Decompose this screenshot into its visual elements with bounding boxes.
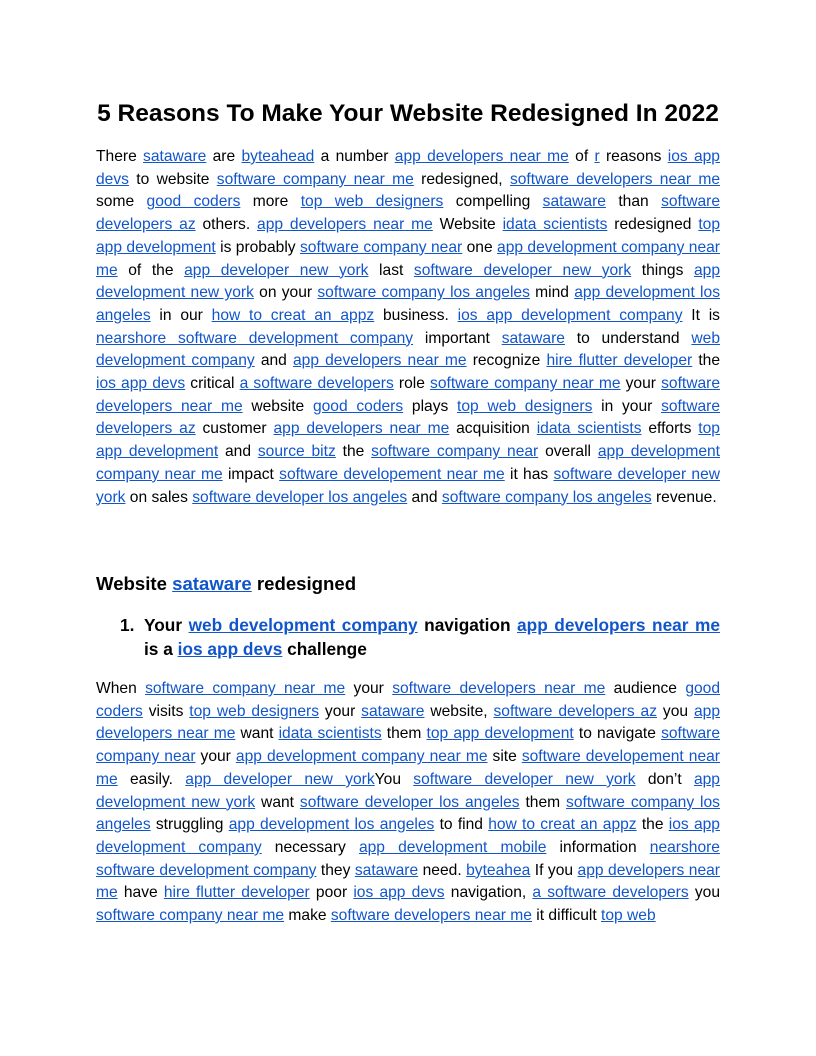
text-run: visits — [142, 702, 190, 720]
inline-link[interactable]: software company near me — [145, 680, 346, 697]
intro-paragraph — [96, 146, 720, 509]
inline-link[interactable]: app developers near me — [292, 352, 467, 370]
text-run: the — [636, 816, 669, 834]
inline-link[interactable]: software developers az — [493, 702, 657, 720]
inline-link[interactable]: ios app development company — [96, 816, 720, 856]
inline-link[interactable]: good coders — [146, 193, 241, 211]
text-run: When — [96, 680, 146, 697]
text-run: them — [519, 793, 567, 811]
inline-link[interactable]: source bitz — [257, 443, 336, 461]
text-run: poor — [309, 884, 354, 902]
text-run: critical — [185, 375, 240, 393]
text-run: your — [620, 375, 662, 393]
inline-link[interactable]: top app development — [96, 420, 720, 461]
inline-link[interactable]: byteahea — [466, 861, 531, 879]
inline-link[interactable]: software developer new york — [413, 770, 636, 788]
page-title: 5 Reasons To Make Your Website Redesigned In 2022 — [97, 100, 719, 127]
text-run: If you — [530, 861, 578, 879]
text-run: redesigned — [607, 216, 699, 234]
text-run: you — [657, 702, 694, 720]
inline-link[interactable]: software company near me — [216, 170, 414, 188]
inline-link[interactable]: a software developers — [239, 375, 394, 393]
text-run: role — [393, 375, 431, 393]
inline-link[interactable]: top web — [601, 907, 656, 925]
inline-link[interactable]: ios app devs — [96, 148, 720, 188]
text-run: customer — [195, 420, 274, 438]
text-run: to find — [434, 816, 489, 834]
list-marker: 1. — [120, 615, 135, 635]
inline-link[interactable]: sataware — [354, 861, 419, 879]
inline-link[interactable]: app developers near me — [394, 148, 569, 165]
inline-link[interactable]: app development los angeles — [228, 816, 435, 834]
text-run: audience — [605, 680, 686, 697]
inline-link[interactable]: software developement near me — [279, 465, 505, 483]
text-run: important — [413, 329, 502, 347]
text-run: acquisition — [449, 420, 537, 438]
list-item-text — [120, 614, 720, 661]
inline-link[interactable]: sataware — [361, 702, 425, 720]
text-run: site — [487, 748, 522, 766]
text-run: business. — [374, 306, 458, 324]
text-run: and — [407, 488, 442, 506]
inline-link[interactable]: web development company — [188, 615, 418, 635]
text-run: the — [335, 443, 372, 461]
inline-link[interactable]: idata scientists — [278, 725, 382, 743]
inline-link[interactable]: sataware — [542, 193, 606, 211]
text-run: more — [240, 193, 301, 211]
inline-link[interactable]: ios app devs — [177, 638, 283, 659]
text-run: don’t — [635, 770, 694, 788]
inline-link[interactable]: app development company near me — [235, 748, 488, 766]
inline-link[interactable]: software developer new york — [413, 261, 632, 279]
text-run: of — [568, 148, 595, 165]
text-run: have — [117, 884, 164, 902]
text-run: in your — [592, 397, 662, 415]
text-run: some — [96, 193, 147, 211]
inline-link[interactable]: software company near me — [96, 907, 285, 925]
text-run: want — [235, 725, 279, 743]
inline-link[interactable]: how to creat an appz — [488, 816, 637, 834]
text-run: things — [631, 261, 694, 279]
inline-link[interactable]: software developer new york — [96, 465, 721, 506]
text-run: them — [381, 725, 427, 743]
inline-link[interactable]: software company los angeles — [441, 488, 652, 506]
text-run: plays — [403, 397, 458, 415]
inline-link[interactable]: app developer new york — [185, 770, 375, 788]
text-run: your — [345, 680, 393, 697]
inline-link[interactable]: good coders — [96, 680, 721, 720]
text-run: are — [206, 148, 242, 165]
text-run: your — [195, 748, 236, 766]
text-run: website, — [424, 702, 494, 720]
text-run: you — [688, 884, 720, 902]
text-run: is a — [144, 638, 178, 659]
inline-link[interactable]: software company near — [299, 238, 463, 256]
text-run: revenue. — [651, 488, 717, 506]
inline-link[interactable]: hire flutter developer — [163, 884, 310, 902]
inline-link[interactable]: top web designers — [300, 193, 444, 211]
text-run: There — [96, 148, 144, 165]
inline-link[interactable]: app development company near me — [96, 443, 721, 483]
text-run: of the — [117, 261, 185, 279]
text-run: impact — [222, 465, 280, 483]
inline-link[interactable]: idata scientists — [502, 216, 608, 234]
text-run: one — [462, 238, 498, 256]
inline-link[interactable]: nearshore software development company — [96, 838, 720, 879]
inline-link[interactable]: software company los angeles — [96, 793, 720, 834]
inline-link[interactable]: app developers near me — [96, 861, 720, 902]
inline-link[interactable]: app development company near me — [96, 238, 720, 279]
text-run: on your — [253, 284, 318, 302]
inline-link[interactable]: software company near me — [430, 375, 621, 393]
inline-link[interactable]: software developers near me — [392, 680, 606, 697]
inline-link[interactable]: a software developers — [532, 884, 689, 902]
inline-link[interactable]: software company near — [371, 443, 539, 461]
text-run: others. — [195, 216, 258, 234]
text-run: efforts — [641, 420, 699, 438]
inline-link[interactable]: software developers near me — [330, 907, 532, 925]
inline-link[interactable]: r — [594, 148, 600, 165]
text-run: Website — [432, 216, 503, 234]
text-run: to navigate — [573, 725, 662, 743]
inline-link[interactable]: app development mobile — [358, 838, 547, 856]
inline-link[interactable]: software developer los angeles — [192, 488, 408, 506]
inline-link[interactable]: software developers near me — [509, 170, 720, 188]
text-run: recognize — [466, 352, 547, 370]
inline-link[interactable]: software company near — [96, 725, 720, 766]
text-run: It is — [682, 306, 720, 324]
inline-link[interactable]: app developers near me — [517, 615, 720, 635]
inline-link[interactable]: software developer los angeles — [299, 793, 520, 811]
text-run: overall — [538, 443, 598, 461]
text-run: to understand — [564, 329, 692, 347]
text-run: and — [218, 443, 258, 461]
inline-link[interactable]: idata scientists — [536, 420, 642, 438]
inline-link[interactable]: sataware — [143, 148, 207, 165]
inline-link[interactable]: byteahead — [241, 148, 315, 165]
text-run: struggling — [150, 816, 229, 834]
text-run: your — [319, 702, 362, 720]
text-run: is probably — [215, 238, 300, 256]
text-run: need. — [418, 861, 467, 879]
inline-link[interactable]: top app development — [96, 216, 720, 256]
inline-link[interactable]: sataware — [172, 573, 252, 594]
inline-link[interactable]: ios app devs — [353, 884, 445, 902]
text-run: last — [368, 261, 414, 279]
inline-link[interactable]: software developers az — [96, 397, 720, 438]
inline-link[interactable]: app development new york — [96, 261, 720, 302]
section-heading — [96, 571, 720, 597]
text-run: the — [692, 352, 720, 370]
inline-link[interactable]: ios app devs — [96, 375, 186, 393]
inline-link[interactable]: app developers near me — [96, 702, 720, 743]
text-run: make — [284, 907, 331, 925]
text-run: You — [374, 770, 414, 788]
text-run: necessary — [261, 838, 359, 856]
inline-link[interactable]: sataware — [501, 329, 565, 347]
text-run: on sales — [125, 488, 193, 506]
inline-link[interactable]: app developer new york — [184, 261, 369, 279]
text-run: challenge — [282, 638, 367, 659]
inline-link[interactable]: top app development — [426, 725, 574, 743]
text-run: navigation, — [444, 884, 533, 902]
inline-link[interactable]: app developers near me — [273, 420, 450, 438]
text-run: to website — [128, 170, 217, 188]
inline-link[interactable]: web development company — [96, 329, 720, 370]
text-run: redesigned, — [413, 170, 510, 188]
text-run: website — [242, 397, 313, 415]
inline-link[interactable]: how to creat an appz — [211, 306, 375, 324]
text-run: information — [546, 838, 650, 856]
text-run: in our — [150, 306, 212, 324]
text-run: easily. — [117, 770, 186, 788]
inline-link[interactable]: app development new york — [96, 770, 720, 811]
text-run: it has — [504, 465, 554, 483]
inline-link[interactable]: software company los angeles — [317, 284, 530, 302]
inline-link[interactable]: app developers near me — [257, 216, 433, 234]
inline-link[interactable]: software developers near me — [96, 375, 721, 415]
text-run: a number — [314, 148, 395, 165]
text-run: reasons — [599, 148, 668, 165]
text-run: and — [254, 352, 293, 370]
inline-link[interactable]: software developers az — [96, 193, 721, 234]
text-run: compelling — [443, 193, 543, 211]
inline-link[interactable]: top web designers — [457, 397, 593, 415]
inline-link[interactable]: app development los angeles — [96, 284, 720, 324]
inline-link[interactable]: nearshore software development company — [96, 329, 414, 347]
inline-link[interactable]: good coders — [312, 397, 404, 415]
list-item — [120, 614, 720, 661]
inline-link[interactable]: top web designers — [189, 702, 320, 720]
text-run: Website — [96, 573, 173, 594]
inline-link[interactable]: ios app development company — [457, 306, 683, 324]
text-run: mind — [529, 284, 575, 302]
text-run: Your — [144, 615, 189, 635]
inline-link[interactable]: software developement near me — [96, 748, 720, 788]
text-run: want — [255, 793, 300, 811]
text-run: they — [316, 861, 355, 879]
text-run: redesigned — [251, 573, 357, 594]
body-paragraph — [96, 678, 720, 928]
text-run: it difficult — [531, 907, 602, 925]
text-run: navigation — [417, 615, 518, 635]
inline-link[interactable]: hire flutter developer — [546, 352, 693, 370]
text-run: than — [605, 193, 662, 211]
